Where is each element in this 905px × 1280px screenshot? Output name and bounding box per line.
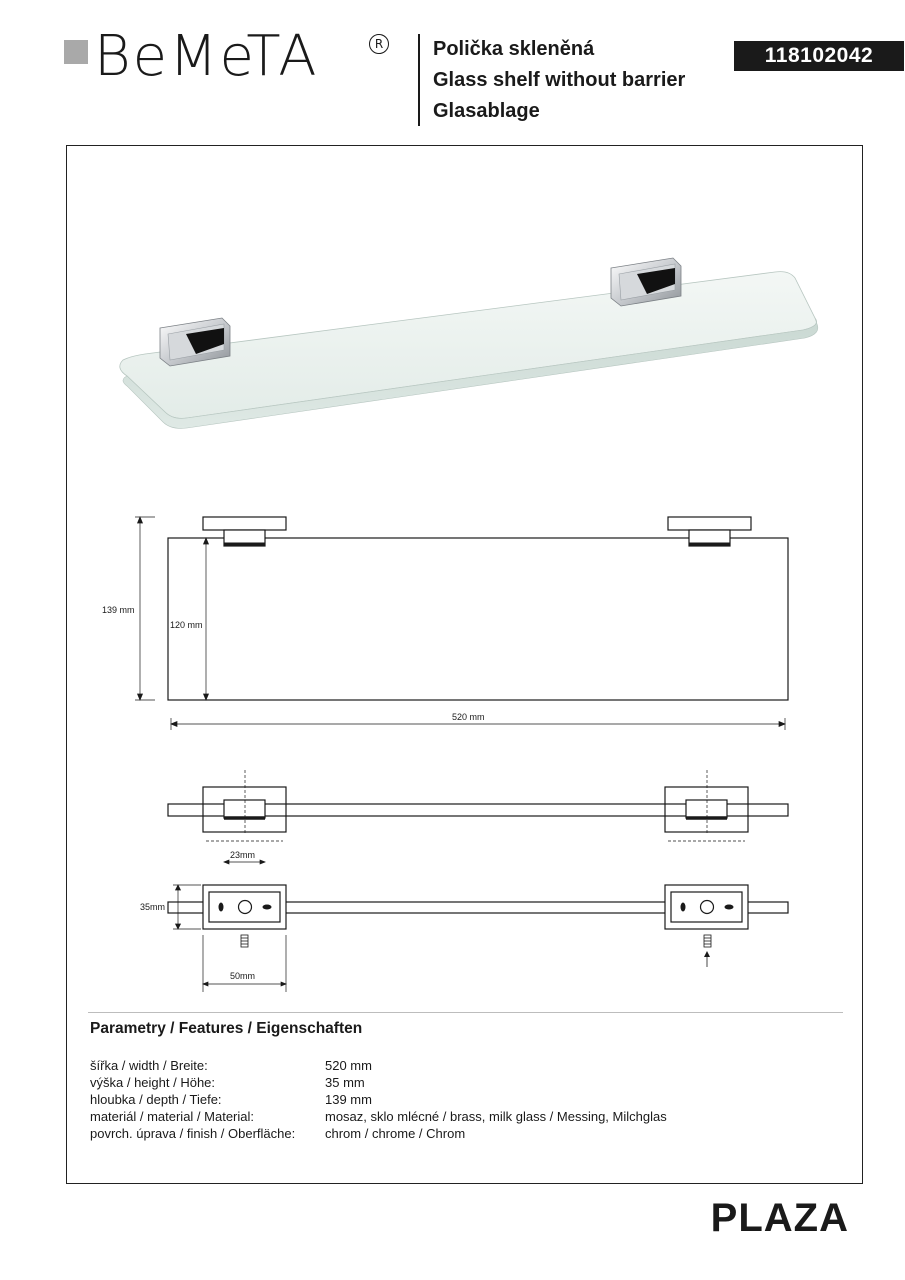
title-swedish: Glasablage <box>433 100 540 122</box>
specs-title: Parametry / Features / Eigenschaften <box>90 1020 363 1037</box>
product-code-badge: 118102042 <box>734 41 904 71</box>
spec-value: 139 mm <box>325 1092 372 1107</box>
front-bracket-left-plate <box>203 517 286 530</box>
logo-wordmark: BeMeTA <box>94 24 319 89</box>
product-photo <box>105 250 825 450</box>
logo-square-mark <box>64 40 88 64</box>
specs-table <box>90 1057 667 1142</box>
registered-mark: R <box>369 34 389 54</box>
spec-row <box>90 1074 667 1091</box>
dim-height-glass: 120 mm <box>170 620 203 630</box>
front-bracket-right-plate <box>668 517 751 530</box>
header-divider <box>418 34 420 126</box>
title-czech: Polička skleněná <box>433 38 595 60</box>
spec-row <box>90 1125 667 1142</box>
spec-row <box>90 1091 667 1108</box>
spec-label: povrch. úprava / finish / Oberfläche: <box>90 1126 296 1141</box>
front-glass <box>168 538 788 700</box>
dim-bracket-depth: 23mm <box>230 850 256 860</box>
dim-height-total: 139 mm <box>102 605 135 615</box>
spec-row <box>90 1057 667 1074</box>
title-english: Glass shelf without barrier <box>433 69 686 91</box>
spec-row <box>90 1108 667 1125</box>
spec-label: hloubka / depth / Tiefe: <box>90 1092 222 1107</box>
dim-bracket-height: 35mm <box>140 902 166 912</box>
series-name: PLAZA <box>710 1196 849 1240</box>
spec-label: materiál / material / Material: <box>90 1109 254 1124</box>
spec-value: 35 mm <box>325 1075 365 1090</box>
spec-label: výška / height / Höhe: <box>90 1075 216 1090</box>
dim-bracket-width: 50mm <box>230 971 256 981</box>
technical-drawing <box>95 505 815 1005</box>
spec-value: 520 mm <box>325 1058 372 1073</box>
product-titles <box>433 34 685 127</box>
section-divider <box>88 1012 843 1013</box>
spec-value: chrom / chrome / Chrom <box>325 1126 466 1141</box>
spec-value: mosaz, sklo mlécné / brass, milk glass / Messing, Milchglas <box>325 1109 667 1124</box>
dim-width: 520 mm <box>452 712 485 722</box>
spec-label: šířka / width / Breite: <box>90 1058 208 1073</box>
